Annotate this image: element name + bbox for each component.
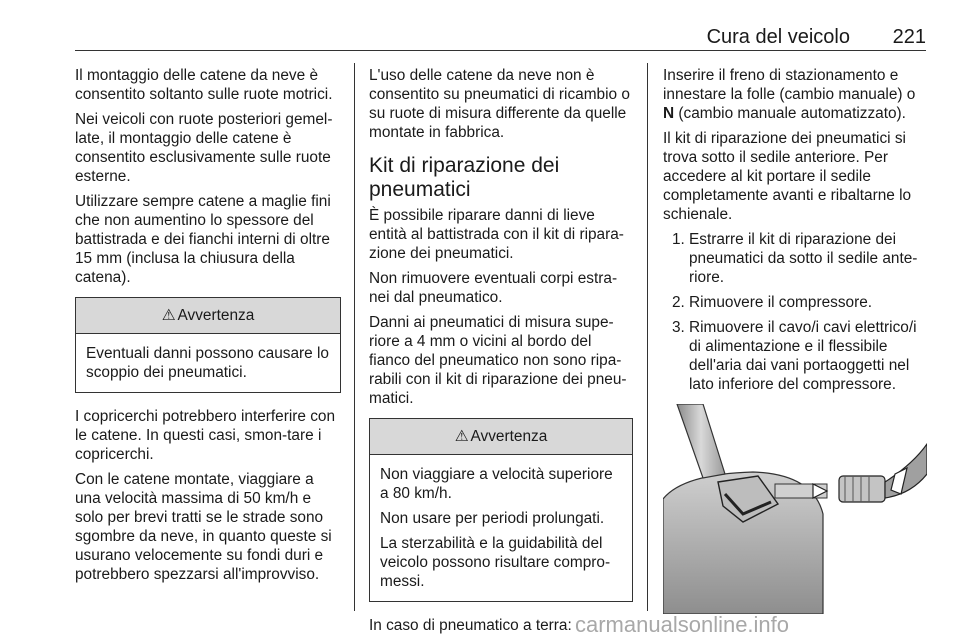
column-divider xyxy=(647,63,648,611)
warning-text: Non viaggiare a velocità superiore a 80 km/h. xyxy=(380,466,613,502)
warning-text: La sterzabilità e la guidabilità del veicolo possono risultare compro-messi. xyxy=(380,535,611,590)
watermark: carmanualsonline.info xyxy=(575,612,790,637)
warning-icon: ⚠ xyxy=(161,307,176,324)
column-3 xyxy=(663,66,927,614)
warning-box xyxy=(75,297,341,393)
paragraph: Utilizzare sempre catene a maglie fini che non aumentino lo spessore del battistrada e dei fianchi interni di oltre 15 mm (inclusa la chiusura della catena). xyxy=(75,193,331,286)
warning-header xyxy=(76,298,340,334)
paragraph: Danni ai pneumatici di misura supe-riore a 4 mm o vicini al bordo del fianco del pneumatico non sono ripa-rabili con il kit di riparazione dei pneu-matici. xyxy=(369,314,627,407)
column-1 xyxy=(75,66,341,590)
paragraph: Il montaggio delle catene da neve è consentito soltanto sulle ruote motrici. xyxy=(75,67,333,103)
paragraph: I copricerchi potrebbero interferire con le catene. In questi casi, smon-tare i copricerchi. xyxy=(75,408,336,463)
section-title: Cura del veicolo xyxy=(706,26,850,48)
warning-text: Eventuali danni possono causare lo scoppio dei pneumatici. xyxy=(86,345,329,381)
column-divider xyxy=(354,63,355,611)
paragraph: L'uso delle catene da neve non è consentito su pneumatici di ricambio o su ruote di misura differente da quelle montate in fabbrica. xyxy=(369,67,630,141)
paragraph: Con le catene montate, viaggiare a una velocità massima di 50 km/h e solo per brevi tratti se le strade sono sgombre da neve, in quanto queste si usurano velocemente su fondi duri e potrebbero spezzarsi all'improvviso. xyxy=(75,471,332,583)
warning-icon: ⚠ xyxy=(454,428,469,445)
page-header xyxy=(75,16,926,51)
paragraph: Non rimuovere eventuali corpi estra-nei dal pneumatico. xyxy=(369,270,618,306)
list-item: 1. Estrarre il kit di riparazione dei pneumatici da sotto il sedile ante-riore. xyxy=(672,231,918,286)
warning-body xyxy=(76,334,340,392)
compressor-drawing xyxy=(663,404,927,614)
warning-body xyxy=(370,455,632,601)
list-item: 3. Rimuovere il cavo/i cavi elettrico/i di alimentazione e il flessibile dell'aria dai vani portaoggetti nel lato inferiore del compressore. xyxy=(672,319,917,393)
column-2 xyxy=(369,66,633,641)
compressor-illustration xyxy=(663,404,927,614)
paragraph: Nei veicoli con ruote posteriori gemel-late, il montaggio delle catene è consentito esclusivamente sulle ruote esterne. xyxy=(75,111,333,185)
steps-list xyxy=(663,230,927,394)
warning-text: Non usare per periodi prolungati. xyxy=(380,510,605,527)
section-heading: Kit di riparazione dei pneumatici xyxy=(369,154,560,201)
list-item: 2. Rimuovere il compressore. xyxy=(672,294,873,311)
warning-title: Avvertenza xyxy=(177,307,255,324)
warning-box xyxy=(369,418,633,602)
warning-title: Avvertenza xyxy=(470,428,548,445)
gear-label: N xyxy=(663,105,675,122)
paragraph: Inserire il freno di stazionamento e innestare la folle (cambio manuale) o N (cambio manuale automatizzato). xyxy=(663,67,916,122)
paragraph: Il kit di riparazione dei pneumatici si trova sotto il sedile anteriore. Per accedere al kit portare il sedile completamente avanti e ribaltarne lo schienale. xyxy=(663,130,912,223)
paragraph: In caso di pneumatico a terra: xyxy=(369,617,572,634)
warning-header xyxy=(370,419,632,455)
paragraph: È possibile riparare danni di lieve entità al battistrada con il kit di ripara-zione dei pneumatici. xyxy=(369,207,624,262)
page-number: 221 xyxy=(892,26,926,48)
